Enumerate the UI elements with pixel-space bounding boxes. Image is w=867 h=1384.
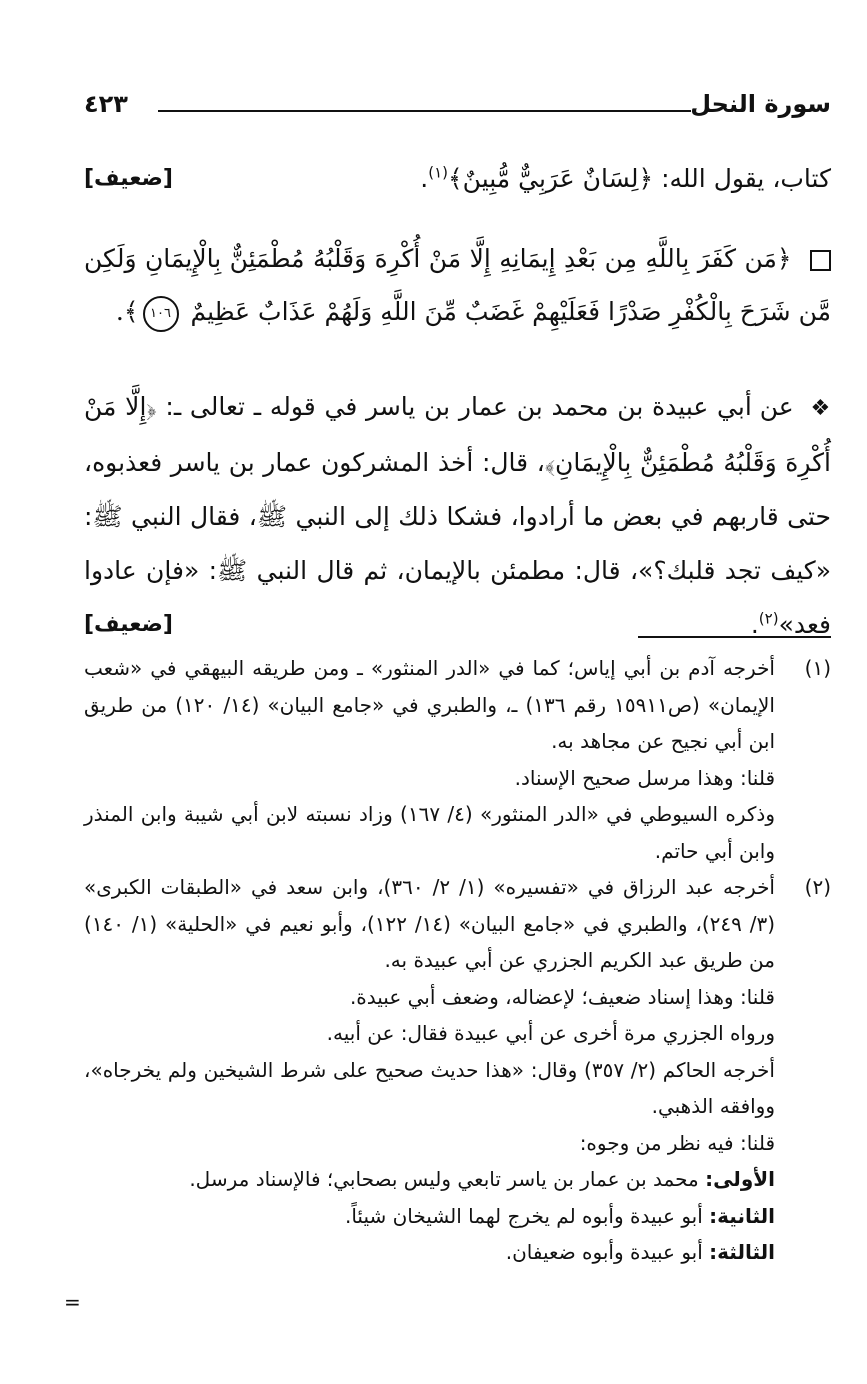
footnote-1 [84,650,831,869]
footnote-line: قلنا: وهذا مرسل صحيح الإسناد. [514,765,775,790]
grade-label: [ضعيف] [84,612,173,637]
footnote-ref: (١) [428,163,449,182]
bullet-icon: ❖ [810,396,831,421]
grade-label: [ضعيف] [84,166,173,191]
footnote-point: الثالثة: أبو عبيدة وأبوه ضعيفان. [505,1240,775,1264]
footnote-line: ورواه الجزري مرة أخرى عن أبي عبيدة فقال: عن أبيه. [326,1021,775,1045]
page-number: ٤٢٣ [84,90,128,118]
footnote-mark: (٢) [804,875,831,899]
hadith-paragraph: ❖ عن أبي عبيدة بن محمد بن عمار بن ياسر في قوله ـ تعالى ـ: ﴿إِلَّا مَنْ أُكْرِهَ وَقَلْبُهُ مُطْمَئِنٌّ بِالْإِيمَانِ﴾، قال: أخذ المشركون عمار بن ياسر فعذبوه، حتى قاربهم في بعض ما أرادوا، فشكا ذلك إلى النبي ﷺ، فقال النبي ﷺ: «كيف تجد قلبك؟»، قال: مطمئن بالإيمان، ثم قال النبي ﷺ: «فإن عادوا فعد»$^{(٢)}$. [ضعيف] [84,380,831,652]
footnote-ref: (٢) [758,609,779,628]
footnote-line: أخرجه آدم بن أبي إياس؛ كما في «الدر المنثور» ـ ومن طريقه البيهقي في «شعب الإيمان» (ص١٥٩١١ رقم ١٣٦) ـ، والطبري في «جامع البيان» (١٤/ ١٢٠) من طريق ابن أبي نجيح عن مجاهد به. [84,656,775,753]
quran-verse: ﴿مَن كَفَرَ بِاللَّهِ مِن بَعْدِ إِيمَانِهِ إِلَّا مَنْ أُكْرِهَ وَقَلْبُهُ مُطْمَئِنٌّ بِالْإِيمَانِ وَلَكِن مَّن شَرَحَ بِالْكُفْرِ صَدْرًا فَعَلَيْهِمْ غَضَبٌ مِّنَ اللَّهِ وَلَهُمْ عَذَابٌ عَظِيمٌ ١٠٦﴾. [84,232,831,338]
footnote-point: الأولى: محمد بن عمار بن ياسر تابعي وليس بصحابي؛ فالإسناد مرسل. [189,1167,775,1191]
footnote-line: أخرجه الحاكم (٢/ ٣٥٧) وقال: «هذا حديث صحيح على شرط الشيخين ولم يخرجاه»، ووافقه الذهبي. [84,1057,775,1118]
footnote-line: أخرجه عبد الرزاق في «تفسيره» (١/ ٢/ ٣٦٠)، وابن سعد في «الطبقات الكبرى» (٣/ ٢٤٩)، والطبري في «جامع البيان» (١٤/ ١٢٢)، وأبو نعيم في «الحلية» (١/ ١٤٠) من طريق عبد الكريم الجزري عن أبي عبيدة به. [84,875,776,972]
paragraph-continuation: [ضعيف] كتاب، يقول الله: ﴿لِسَانٌ عَرَبِيٌّ مُّبِينٌ﴾$^{(١)}$. [84,152,831,206]
margin-mark: = [64,1290,81,1314]
footnote-separator [638,636,831,638]
page-header [84,84,831,130]
footnote-point: الثانية: أبو عبيدة وأبوه لم يخرج لهما الشيخان شيئاً. [344,1203,775,1228]
footnote-mark: (١) [804,656,831,680]
paragraph-text: كتاب، يقول الله: ﴿لِسَانٌ عَرَبِيٌّ مُّبِينٌ﴾ [448,164,831,193]
verse-number-icon: ١٠٦ [143,296,179,332]
header-rule [158,110,691,112]
footnotes [84,650,831,1271]
footnote-line: قلنا: فيه نظر من وجوه: [579,1130,775,1155]
footnote-line: وذكره السيوطي في «الدر المنثور» (٤/ ١٦٧) وزاد نسبته لابن أبي شيبة وابن المنذر وابن أبي حاتم. [84,802,775,863]
footnote-2 [84,869,831,1271]
hadith-text: عن أبي عبيدة بن محمد بن عمار بن ياسر في قوله ـ تعالى ـ: ﴿إِلَّا مَنْ أُكْرِهَ وَقَلْبُهُ مُطْمَئِنٌّ بِالْإِيمَانِ﴾، قال: أخذ المشركون عمار بن ياسر فعذبوه، حتى قاربهم في بعض ما أرادوا، فشكا ذلك إلى النبي ﷺ، فقال النبي ﷺ: «كيف تجد قلبك؟»، قال: مطمئن بالإيمان، ثم قال النبي ﷺ: «فإن عادوا فعد» [84,392,831,639]
checkbox-icon [810,250,831,271]
verse-text: ﴿مَن كَفَرَ بِاللَّهِ مِن بَعْدِ إِيمَانِهِ إِلَّا مَنْ أُكْرِهَ وَقَلْبُهُ مُطْمَئِنٌّ بِالْإِيمَانِ وَلَكِن مَّن شَرَحَ بِالْكُفْرِ صَدْرًا فَعَلَيْهِمْ غَضَبٌ مِّنَ اللَّهِ وَلَهُمْ عَذَابٌ عَظِيمٌ [84,244,831,326]
footnote-line: قلنا: وهذا إسناد ضعيف؛ لإعضاله، وضعف أبي عبيدة. [349,984,775,1009]
surah-title: سورة النحل [690,90,831,118]
